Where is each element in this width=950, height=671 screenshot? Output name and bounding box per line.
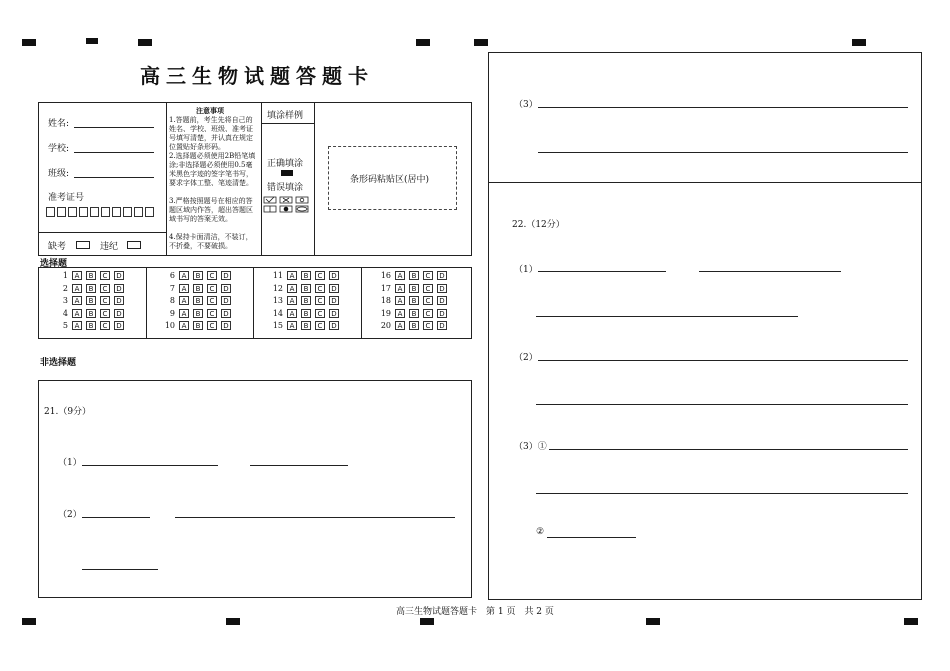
choice-bubble-b[interactable]: B	[86, 271, 96, 280]
choice-row	[159, 308, 235, 320]
choice-bubble-a[interactable]: A	[395, 271, 405, 280]
choice-row	[267, 320, 343, 332]
choice-bubble-d[interactable]: D	[221, 284, 231, 293]
choice-bubble-c[interactable]: C	[100, 296, 110, 305]
timing-mark	[852, 39, 866, 46]
question-number: 15	[272, 321, 283, 331]
choice-bubble-d[interactable]: D	[221, 309, 231, 318]
choice-bubble-a[interactable]: A	[395, 309, 405, 318]
question-number: 20	[380, 321, 391, 331]
question-number: 10	[164, 321, 175, 331]
notes-item: 2.选择题必须使用2B铅笔填涂;非选择题必须使用0.5毫米黑色字迹的签字笔书写，要求字体工整、笔迹清楚。	[169, 152, 256, 187]
answer-line[interactable]	[536, 493, 908, 494]
violation-label: 违纪	[100, 242, 119, 252]
timing-mark	[138, 39, 152, 46]
choice-bubble-d[interactable]: D	[437, 284, 447, 293]
school-label: 学校:	[48, 144, 70, 154]
correct-fill-label: 正确填涂	[267, 159, 304, 169]
question-number: 6	[169, 271, 175, 280]
choice-bubble-b[interactable]: B	[86, 284, 96, 293]
choice-bubble-c[interactable]: C	[100, 321, 110, 330]
question-number: 19	[380, 308, 391, 318]
choice-row	[267, 308, 343, 320]
timing-mark	[474, 39, 488, 46]
choice-bubble-d[interactable]: D	[329, 309, 339, 318]
choice-bubble-b[interactable]: B	[193, 284, 203, 293]
choice-bubble-c[interactable]: C	[207, 271, 217, 280]
choice-bubble-a[interactable]: A	[179, 284, 189, 293]
divider	[38, 232, 166, 233]
school-field[interactable]	[74, 152, 154, 153]
question-number: 8	[169, 296, 175, 306]
choice-bubble-d[interactable]: D	[329, 296, 339, 305]
choice-row	[375, 308, 451, 320]
choice-bubble-b[interactable]: B	[301, 309, 311, 318]
answer-line[interactable]	[547, 537, 636, 538]
choice-row	[375, 295, 451, 307]
answer-line[interactable]	[250, 465, 348, 466]
choice-bubble-b[interactable]: B	[193, 309, 203, 318]
divider	[261, 123, 314, 124]
choice-row	[375, 320, 451, 332]
choice-bubble-c[interactable]: C	[100, 271, 110, 280]
choice-row	[159, 295, 235, 307]
timing-mark	[420, 618, 434, 625]
barcode-label: 条形码粘贴区(居中)	[350, 175, 430, 185]
question-number: 12	[272, 283, 283, 293]
choice-bubble-c[interactable]: C	[207, 321, 217, 330]
answer-line[interactable]	[536, 404, 908, 405]
q22-p2: （2）	[514, 353, 538, 363]
choice-bubble-a[interactable]: A	[72, 296, 82, 305]
divider	[146, 268, 147, 338]
wrong-fill-icons	[263, 196, 313, 214]
question-number: 13	[272, 296, 283, 306]
timing-mark	[646, 618, 660, 625]
answer-line[interactable]	[699, 271, 841, 272]
choice-bubble-c[interactable]: C	[100, 284, 110, 293]
exam-id-label: 准考证号	[48, 193, 85, 203]
choice-bubble-c[interactable]: C	[315, 321, 325, 330]
choice-bubble-d[interactable]: D	[437, 271, 447, 280]
q22-p1: （1）	[514, 265, 538, 275]
notes-item: 3.严格按照题号在相应的答题区域内作答，超出答题区域书写的答案无效。	[169, 197, 253, 223]
timing-mark	[22, 39, 36, 46]
question-number: 5	[62, 321, 68, 331]
divider	[361, 268, 362, 338]
choice-bubble-b[interactable]: B	[193, 296, 203, 305]
choice-bubble-a[interactable]: A	[72, 309, 82, 318]
choice-bubble-d[interactable]: D	[114, 271, 124, 280]
choice-bubble-a[interactable]: A	[72, 321, 82, 330]
choice-bubble-d[interactable]: D	[329, 321, 339, 330]
choice-bubble-a[interactable]: A	[179, 321, 189, 330]
choice-bubble-b[interactable]: B	[409, 284, 419, 293]
question-number: 11	[272, 271, 283, 280]
question-number: 17	[380, 283, 391, 293]
choice-bubble-a[interactable]: A	[179, 309, 189, 318]
choice-row	[52, 308, 128, 320]
notes-item: 1.答题前，考生先将自己的姓名、学校、班级、准考证号填写清楚，并认真在规定位置贴好条形码。	[169, 116, 253, 151]
choice-row	[52, 270, 128, 282]
q21-box	[38, 380, 472, 598]
divider	[314, 102, 315, 255]
class-label: 班级:	[48, 169, 70, 179]
q-right-top-p3: （3）	[514, 100, 538, 110]
exam-id-grid[interactable]	[46, 207, 158, 219]
divider	[166, 102, 167, 255]
choice-bubble-d[interactable]: D	[329, 284, 339, 293]
choice-bubble-d[interactable]: D	[437, 296, 447, 305]
choice-row	[52, 320, 128, 332]
answer-line[interactable]	[82, 465, 218, 466]
choice-bubble-c[interactable]: C	[423, 309, 433, 318]
choice-row	[267, 295, 343, 307]
answer-line[interactable]	[549, 449, 908, 450]
correct-fill-icon	[281, 170, 293, 176]
choice-bubble-c[interactable]: C	[423, 321, 433, 330]
choice-row	[159, 270, 235, 282]
question-number: 18	[380, 296, 391, 306]
choice-bubble-a[interactable]: A	[72, 284, 82, 293]
choice-bubble-b[interactable]: B	[301, 296, 311, 305]
timing-mark	[226, 618, 240, 625]
choice-bubble-b[interactable]: B	[193, 321, 203, 330]
choice-bubble-c[interactable]: C	[423, 271, 433, 280]
class-field[interactable]	[74, 177, 154, 178]
q22-label: 22.（12分）	[512, 220, 565, 230]
choice-section-title: 选择题	[40, 259, 68, 269]
absent-label: 缺考	[48, 242, 67, 252]
absent-checkbox[interactable]	[76, 241, 90, 249]
q21-label: 21.（9分）	[44, 407, 92, 417]
question-number: 7	[169, 283, 175, 293]
choice-bubble-a[interactable]: A	[287, 321, 297, 330]
answer-line[interactable]	[538, 360, 908, 361]
choice-row	[52, 283, 128, 295]
choice-row	[159, 283, 235, 295]
choice-bubble-c[interactable]: C	[315, 296, 325, 305]
timing-mark	[22, 618, 36, 625]
choice-bubble-c[interactable]: C	[207, 296, 217, 305]
right-answer-box	[488, 52, 922, 600]
choice-bubble-d[interactable]: D	[221, 296, 231, 305]
q21-p1: （1）	[58, 458, 82, 468]
notes-item: 4.保持卡面清洁，不装订，不折叠，不要破损。	[169, 233, 253, 250]
answer-line[interactable]	[82, 569, 158, 570]
choice-bubble-b[interactable]: B	[409, 309, 419, 318]
choice-bubble-a[interactable]: A	[287, 284, 297, 293]
choice-bubble-b[interactable]: B	[86, 296, 96, 305]
choice-bubble-c[interactable]: C	[315, 271, 325, 280]
choice-bubble-a[interactable]: A	[179, 296, 189, 305]
choice-bubble-b[interactable]: B	[86, 321, 96, 330]
choice-row	[159, 320, 235, 332]
choice-row	[52, 295, 128, 307]
choice-bubble-a[interactable]: A	[287, 271, 297, 280]
choice-bubble-a[interactable]: A	[395, 284, 405, 293]
choice-bubble-c[interactable]: C	[315, 284, 325, 293]
choice-bubble-d[interactable]: D	[114, 284, 124, 293]
choice-bubble-b[interactable]: B	[301, 271, 311, 280]
divider	[488, 182, 921, 183]
choice-bubble-d[interactable]: D	[437, 309, 447, 318]
choice-bubble-a[interactable]: A	[179, 271, 189, 280]
choice-bubble-b[interactable]: B	[409, 321, 419, 330]
choice-bubble-c[interactable]: C	[207, 309, 217, 318]
timing-mark	[904, 618, 918, 625]
choice-bubble-d[interactable]: D	[114, 309, 124, 318]
question-number: 14	[272, 308, 283, 318]
choice-bubble-b[interactable]: B	[193, 271, 203, 280]
page-title: 高三生物试题答题卡	[140, 64, 374, 88]
choice-row	[375, 270, 451, 282]
timing-mark	[86, 38, 98, 44]
choice-bubble-c[interactable]: C	[423, 284, 433, 293]
choice-row	[267, 270, 343, 282]
violation-checkbox[interactable]	[127, 241, 141, 249]
choice-bubble-c[interactable]: C	[315, 309, 325, 318]
choice-bubble-a[interactable]: A	[395, 321, 405, 330]
question-number: 3	[62, 296, 68, 306]
choice-bubble-d[interactable]: D	[114, 321, 124, 330]
choice-bubble-a[interactable]: A	[395, 296, 405, 305]
answer-line[interactable]	[538, 107, 908, 108]
choice-bubble-b[interactable]: B	[409, 296, 419, 305]
answer-line[interactable]	[538, 271, 666, 272]
question-number: 9	[169, 308, 175, 318]
divider	[261, 102, 262, 255]
divider	[253, 268, 254, 338]
question-number: 16	[380, 271, 391, 280]
timing-mark	[416, 39, 430, 46]
choice-row	[375, 283, 451, 295]
choice-bubble-d[interactable]: D	[221, 271, 231, 280]
choice-bubble-b[interactable]: B	[409, 271, 419, 280]
q21-p2: （2）	[58, 510, 82, 520]
choice-bubble-a[interactable]: A	[287, 296, 297, 305]
answer-line[interactable]	[536, 316, 798, 317]
choice-bubble-c[interactable]: C	[423, 296, 433, 305]
wrong-fill-label: 错误填涂	[267, 183, 304, 193]
answer-line[interactable]	[175, 517, 455, 518]
question-number: 2	[62, 283, 68, 293]
question-number: 4	[62, 308, 68, 318]
choice-bubble-a[interactable]: A	[72, 271, 82, 280]
answer-line[interactable]	[538, 152, 908, 153]
fill-example-title: 填涂样例	[267, 111, 304, 121]
choice-row	[267, 283, 343, 295]
choice-bubble-c[interactable]: C	[207, 284, 217, 293]
q22-p3b: ②	[536, 527, 545, 537]
choice-bubble-b[interactable]: B	[301, 321, 311, 330]
answer-line[interactable]	[82, 517, 150, 518]
choice-bubble-d[interactable]: D	[329, 271, 339, 280]
choice-bubble-b[interactable]: B	[301, 284, 311, 293]
page-footer: 高三生物试题答题卡 第 1 页 共 2 页	[396, 607, 554, 617]
question-number: 1	[62, 271, 68, 280]
q22-p3: （3）①	[514, 442, 547, 452]
choice-bubble-d[interactable]: D	[114, 296, 124, 305]
choice-bubble-d[interactable]: D	[221, 321, 231, 330]
name-label: 姓名:	[48, 119, 70, 129]
choice-bubble-d[interactable]: D	[437, 321, 447, 330]
notes-title: 注意事项	[196, 106, 224, 115]
choice-bubble-a[interactable]: A	[287, 309, 297, 318]
name-field[interactable]	[74, 127, 154, 128]
choice-bubble-b[interactable]: B	[86, 309, 96, 318]
choice-bubble-c[interactable]: C	[100, 309, 110, 318]
nonchoice-section-title: 非选择题	[40, 358, 77, 368]
